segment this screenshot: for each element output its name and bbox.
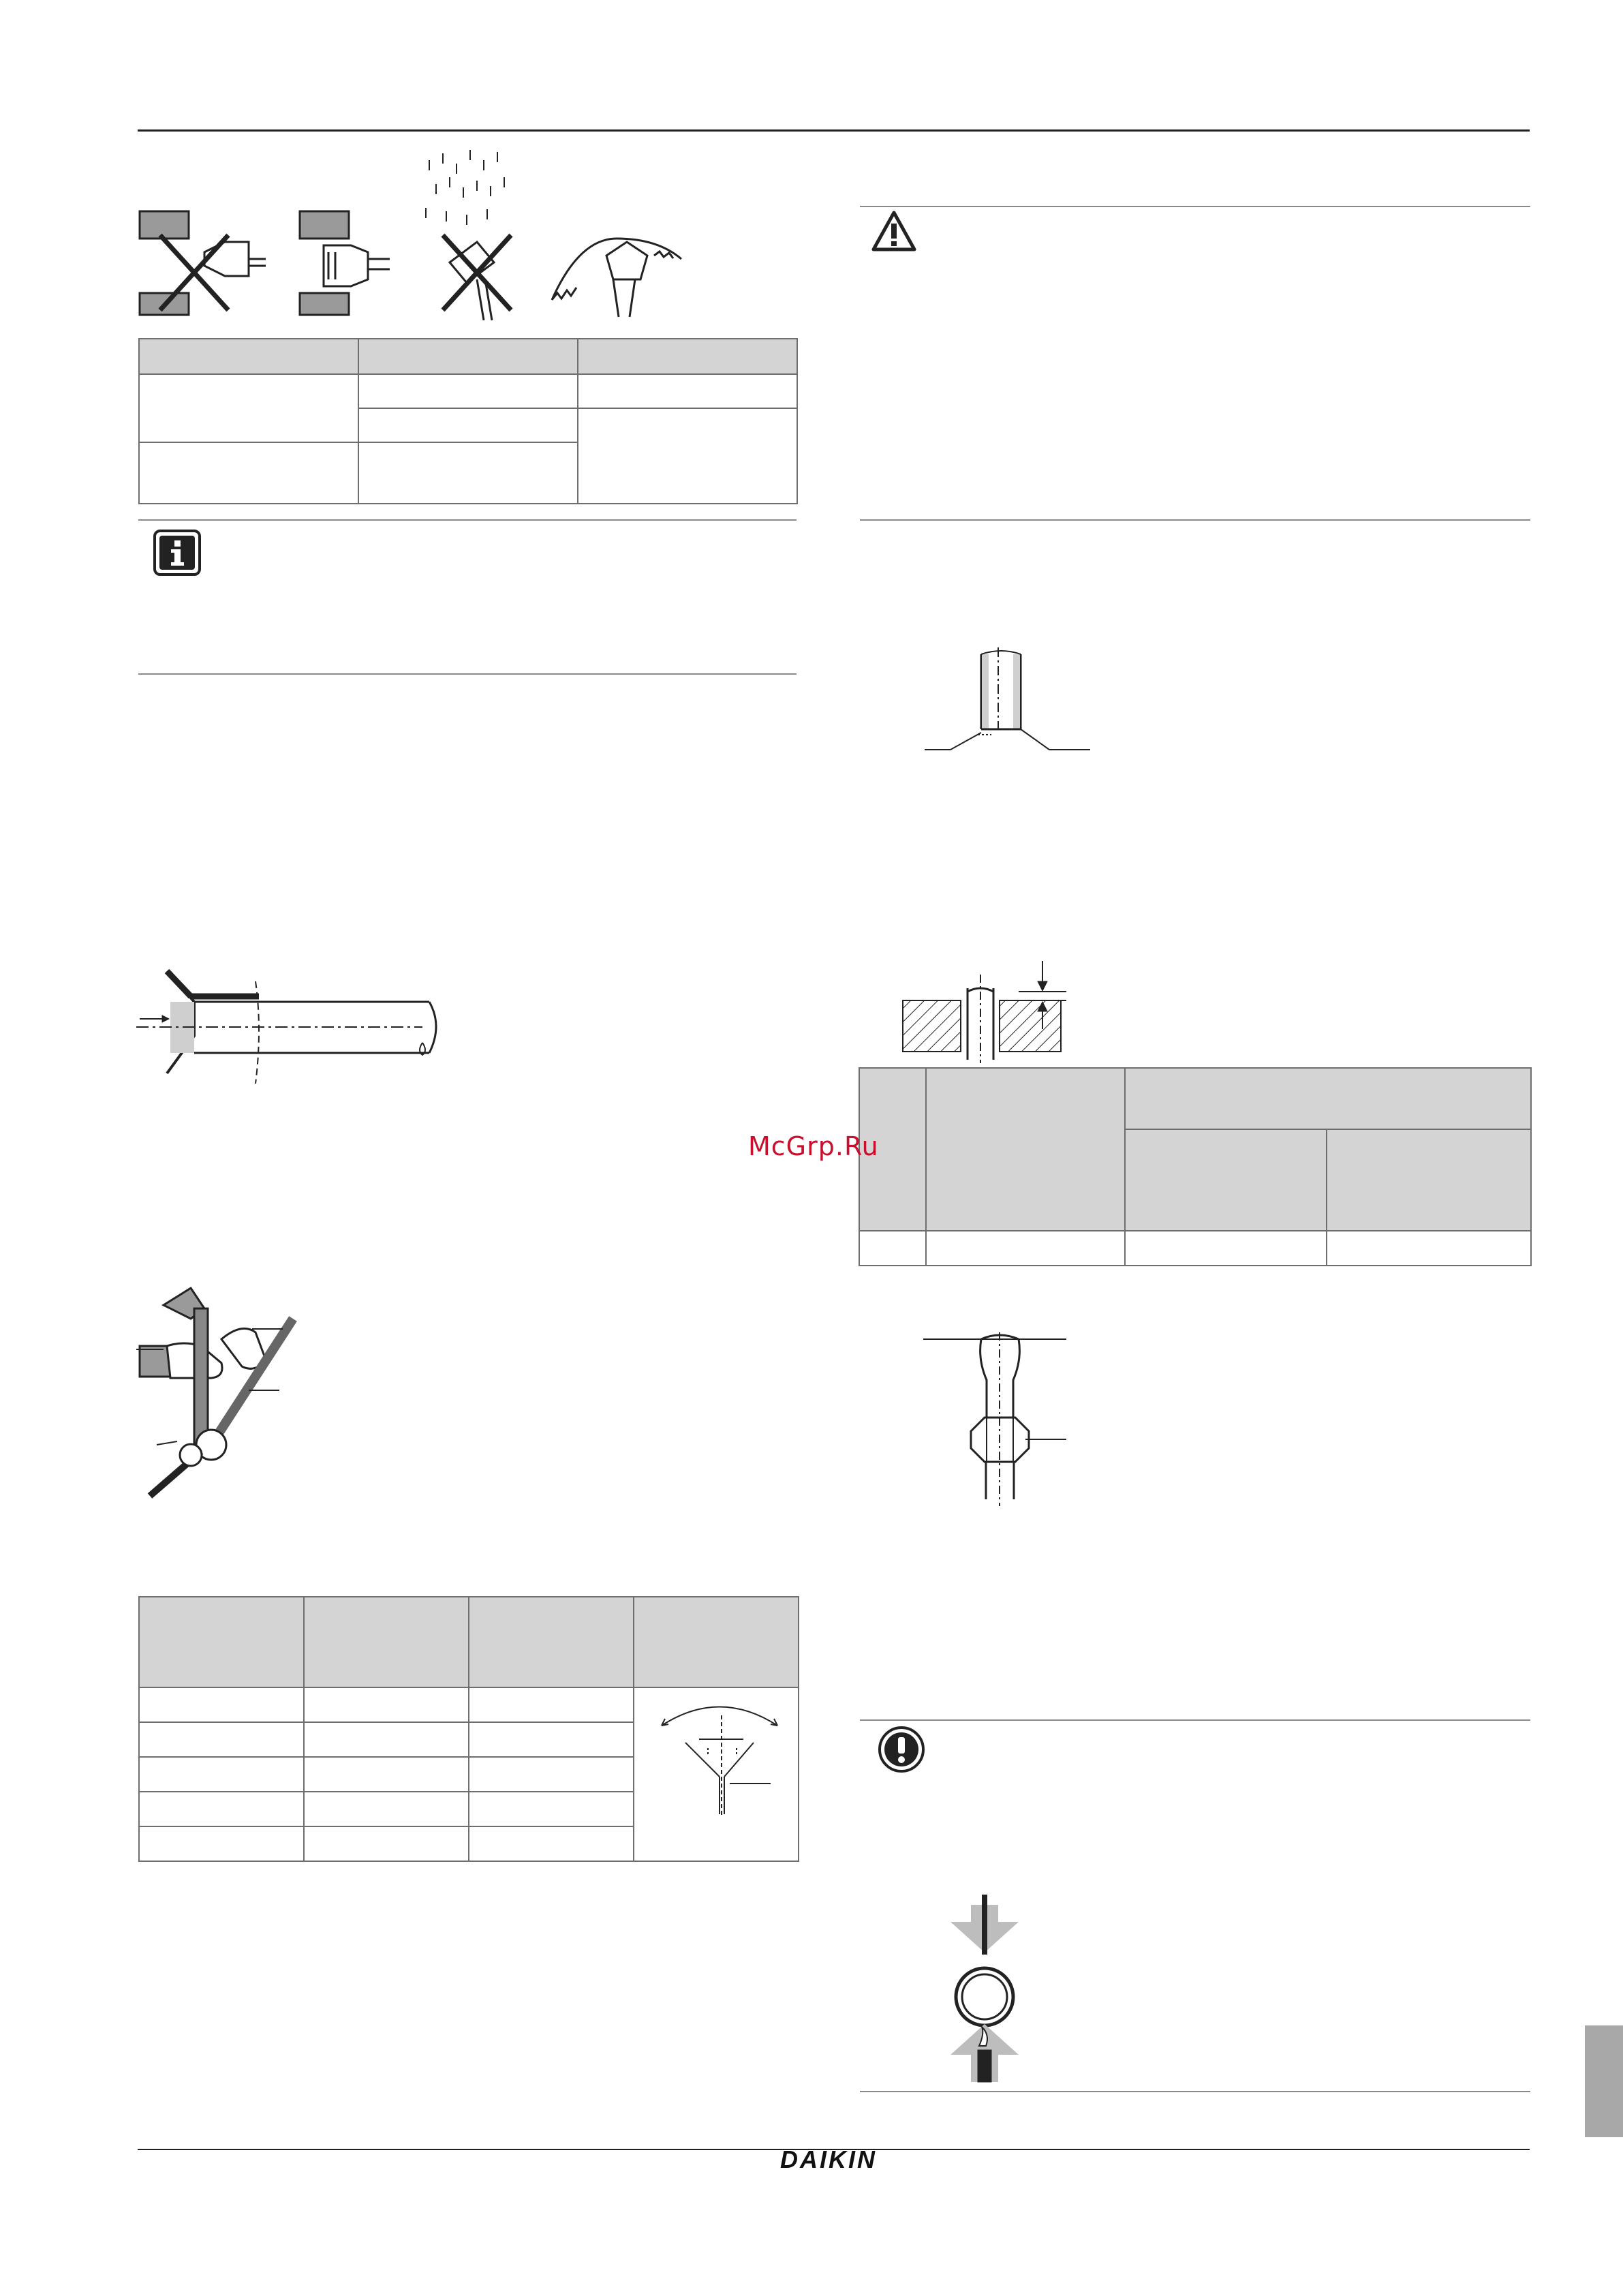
flare-nut-on-pipe-illustration xyxy=(923,1329,1087,1506)
warning-triangle-icon xyxy=(871,210,917,252)
table-header-cell xyxy=(358,339,578,374)
notice-note-top-rule xyxy=(860,1719,1530,1721)
table-header-cell xyxy=(1125,1068,1531,1129)
notice-note-bottom-rule xyxy=(860,2091,1530,2092)
table-cell xyxy=(1327,1231,1531,1266)
watermark: McGrp.Ru xyxy=(748,1131,879,1161)
table-header-cell xyxy=(926,1068,1125,1231)
brazing-illustration xyxy=(944,1895,1025,2082)
table-header-cell xyxy=(139,339,358,374)
pipe-protrusion-illustration xyxy=(903,954,1066,1063)
exclamation-circle-icon xyxy=(878,1726,925,1773)
spec-table-a xyxy=(138,338,798,504)
table-cell xyxy=(139,1757,304,1792)
table-cell xyxy=(469,1826,634,1861)
table-cell xyxy=(139,1826,304,1861)
table-header-cell xyxy=(139,1597,304,1687)
table-cell xyxy=(358,374,578,408)
table-cell xyxy=(139,1687,304,1722)
table-cell xyxy=(139,1792,304,1826)
table-header-cell xyxy=(304,1597,469,1687)
table-cell xyxy=(578,408,797,504)
flare-face-illustration xyxy=(136,961,450,1090)
table-cell xyxy=(859,1231,926,1266)
table-cell xyxy=(926,1231,1125,1266)
table-cell xyxy=(139,374,358,442)
table-cell xyxy=(469,1792,634,1826)
flare-dimension-table xyxy=(138,1596,799,1862)
caution-note-top-rule xyxy=(860,206,1530,207)
flare-handling-illustration xyxy=(136,147,681,331)
table-header-cell xyxy=(469,1597,634,1687)
table-header-cell xyxy=(1327,1129,1531,1231)
table-cell xyxy=(304,1792,469,1826)
table-cell xyxy=(304,1722,469,1757)
table-cell xyxy=(1125,1231,1327,1266)
table-header-cell xyxy=(634,1597,799,1687)
table-cell xyxy=(358,442,578,504)
table-cell xyxy=(139,1722,304,1757)
table-cell xyxy=(304,1687,469,1722)
section-side-tab xyxy=(1585,2025,1623,2137)
table-cell xyxy=(469,1687,634,1722)
pipe-size-table xyxy=(859,1067,1532,1266)
brand-logo: DAIKIN xyxy=(780,2145,877,2173)
info-note-top-rule xyxy=(138,519,797,521)
info-icon xyxy=(153,530,201,576)
table-diagram-cell xyxy=(634,1687,799,1861)
table-header-cell xyxy=(1125,1129,1327,1231)
table-cell xyxy=(358,408,578,442)
table-cell xyxy=(469,1757,634,1792)
table-cell xyxy=(139,442,358,504)
flare-angle-diagram xyxy=(648,1702,791,1818)
table-cell xyxy=(304,1757,469,1792)
table-header-cell xyxy=(578,339,797,374)
table-cell xyxy=(578,374,797,408)
header-rule xyxy=(138,129,1530,132)
two-wrenches-illustration xyxy=(136,1288,313,1499)
table-cell xyxy=(304,1826,469,1861)
caution-note-bottom-rule xyxy=(860,519,1530,521)
info-note-bottom-rule xyxy=(138,673,797,675)
table-cell xyxy=(469,1722,634,1757)
pipe-cut-illustration xyxy=(923,641,1100,763)
